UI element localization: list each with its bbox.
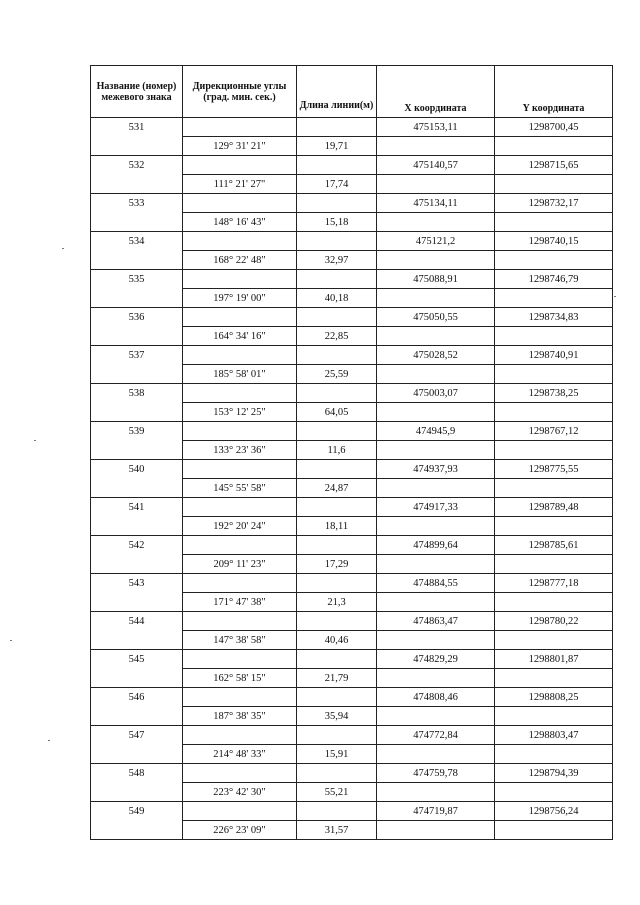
empty-cell xyxy=(495,593,613,612)
point-y: 1298734,83 xyxy=(495,308,613,327)
empty-cell xyxy=(297,802,377,821)
point-name: 541 xyxy=(91,498,183,517)
table-row xyxy=(91,232,613,251)
table-row xyxy=(91,783,613,802)
scan-speck xyxy=(34,440,36,441)
point-x: 474884,55 xyxy=(377,574,495,593)
point-x: 475121,2 xyxy=(377,232,495,251)
point-y: 1298715,65 xyxy=(495,156,613,175)
table-row xyxy=(91,821,613,840)
empty-cell xyxy=(91,517,183,536)
empty-cell xyxy=(377,403,495,422)
line-angle: 153° 12' 25" xyxy=(183,403,297,422)
table-row xyxy=(91,479,613,498)
point-x: 474772,84 xyxy=(377,726,495,745)
point-name: 545 xyxy=(91,650,183,669)
empty-cell xyxy=(183,308,297,327)
empty-cell xyxy=(377,593,495,612)
empty-cell xyxy=(183,574,297,593)
empty-cell xyxy=(183,612,297,631)
line-angle: 226° 23' 09" xyxy=(183,821,297,840)
table-row xyxy=(91,631,613,650)
point-name: 533 xyxy=(91,194,183,213)
empty-cell xyxy=(91,137,183,156)
empty-cell xyxy=(91,327,183,346)
point-y: 1298777,18 xyxy=(495,574,613,593)
table-row xyxy=(91,707,613,726)
empty-cell xyxy=(91,593,183,612)
point-y: 1298700,45 xyxy=(495,118,613,137)
point-y: 1298780,22 xyxy=(495,612,613,631)
empty-cell xyxy=(91,175,183,194)
line-length: 19,71 xyxy=(297,137,377,156)
table-row xyxy=(91,365,613,384)
point-name: 537 xyxy=(91,346,183,365)
point-name: 534 xyxy=(91,232,183,251)
point-x: 475140,57 xyxy=(377,156,495,175)
empty-cell xyxy=(377,479,495,498)
point-x: 474808,46 xyxy=(377,688,495,707)
empty-cell xyxy=(495,555,613,574)
empty-cell xyxy=(91,213,183,232)
empty-cell xyxy=(183,650,297,669)
point-y: 1298740,91 xyxy=(495,346,613,365)
empty-cell xyxy=(377,365,495,384)
point-x: 474829,29 xyxy=(377,650,495,669)
table-row xyxy=(91,194,613,213)
point-x: 474945,9 xyxy=(377,422,495,441)
empty-cell xyxy=(183,384,297,403)
empty-cell xyxy=(91,365,183,384)
empty-cell xyxy=(377,327,495,346)
empty-cell xyxy=(183,194,297,213)
empty-cell xyxy=(377,631,495,650)
empty-cell xyxy=(495,479,613,498)
point-y: 1298801,87 xyxy=(495,650,613,669)
line-length: 25,59 xyxy=(297,365,377,384)
empty-cell xyxy=(297,384,377,403)
empty-cell xyxy=(91,631,183,650)
empty-cell xyxy=(297,460,377,479)
point-x: 475003,07 xyxy=(377,384,495,403)
empty-cell xyxy=(297,156,377,175)
empty-cell xyxy=(91,479,183,498)
line-angle: 129° 31' 21" xyxy=(183,137,297,156)
table-row xyxy=(91,137,613,156)
empty-cell xyxy=(495,441,613,460)
empty-cell xyxy=(183,422,297,441)
scan-speck xyxy=(614,296,616,297)
empty-cell xyxy=(377,175,495,194)
table-row xyxy=(91,669,613,688)
line-angle: 192° 20' 24" xyxy=(183,517,297,536)
line-angle: 187° 38' 35" xyxy=(183,707,297,726)
empty-cell xyxy=(377,707,495,726)
point-y: 1298756,24 xyxy=(495,802,613,821)
line-length: 31,57 xyxy=(297,821,377,840)
line-length: 22,85 xyxy=(297,327,377,346)
table-row xyxy=(91,555,613,574)
empty-cell xyxy=(297,346,377,365)
point-y: 1298746,79 xyxy=(495,270,613,289)
header-length: Длина линии(м) xyxy=(297,66,377,118)
point-y: 1298803,47 xyxy=(495,726,613,745)
point-x: 475050,55 xyxy=(377,308,495,327)
line-angle: 111° 21' 27" xyxy=(183,175,297,194)
empty-cell xyxy=(91,669,183,688)
line-angle: 133° 23' 36" xyxy=(183,441,297,460)
point-y: 1298732,17 xyxy=(495,194,613,213)
empty-cell xyxy=(377,783,495,802)
line-angle: 223° 42' 30" xyxy=(183,783,297,802)
point-x: 474917,33 xyxy=(377,498,495,517)
empty-cell xyxy=(91,403,183,422)
empty-cell xyxy=(377,821,495,840)
line-length: 15,18 xyxy=(297,213,377,232)
empty-cell xyxy=(377,137,495,156)
empty-cell xyxy=(297,232,377,251)
line-length: 17,74 xyxy=(297,175,377,194)
point-name: 542 xyxy=(91,536,183,555)
line-length: 11,6 xyxy=(297,441,377,460)
empty-cell xyxy=(183,726,297,745)
scan-speck xyxy=(48,740,50,741)
table-row xyxy=(91,289,613,308)
line-length: 35,94 xyxy=(297,707,377,726)
empty-cell xyxy=(297,536,377,555)
point-y: 1298785,61 xyxy=(495,536,613,555)
line-angle: 197° 19' 00" xyxy=(183,289,297,308)
empty-cell xyxy=(495,707,613,726)
table-header-row xyxy=(91,66,613,118)
empty-cell xyxy=(495,213,613,232)
table-row xyxy=(91,536,613,555)
empty-cell xyxy=(297,422,377,441)
empty-cell xyxy=(297,688,377,707)
empty-cell xyxy=(377,669,495,688)
empty-cell xyxy=(495,327,613,346)
line-angle: 171° 47' 38" xyxy=(183,593,297,612)
empty-cell xyxy=(183,802,297,821)
table-row xyxy=(91,422,613,441)
point-name: 548 xyxy=(91,764,183,783)
empty-cell xyxy=(91,441,183,460)
table-row xyxy=(91,118,613,137)
point-name: 543 xyxy=(91,574,183,593)
empty-cell xyxy=(495,669,613,688)
empty-cell xyxy=(91,745,183,764)
empty-cell xyxy=(91,251,183,270)
point-x: 474759,78 xyxy=(377,764,495,783)
coordinates-table xyxy=(90,65,613,840)
line-length: 64,05 xyxy=(297,403,377,422)
header-name: Название (номер) межевого знака xyxy=(91,66,183,118)
empty-cell xyxy=(183,232,297,251)
empty-cell xyxy=(183,346,297,365)
empty-cell xyxy=(495,289,613,308)
empty-cell xyxy=(297,726,377,745)
table-row xyxy=(91,156,613,175)
point-x: 474863,47 xyxy=(377,612,495,631)
empty-cell xyxy=(377,213,495,232)
scan-speck xyxy=(62,248,64,249)
point-x: 474899,64 xyxy=(377,536,495,555)
empty-cell xyxy=(495,175,613,194)
line-length: 18,11 xyxy=(297,517,377,536)
point-x: 474719,87 xyxy=(377,802,495,821)
point-name: 549 xyxy=(91,802,183,821)
table-row xyxy=(91,308,613,327)
empty-cell xyxy=(297,308,377,327)
point-x: 475134,11 xyxy=(377,194,495,213)
empty-cell xyxy=(183,536,297,555)
empty-cell xyxy=(91,555,183,574)
table-row xyxy=(91,270,613,289)
table-row xyxy=(91,327,613,346)
table-row xyxy=(91,650,613,669)
empty-cell xyxy=(91,821,183,840)
empty-cell xyxy=(297,574,377,593)
table-row xyxy=(91,764,613,783)
line-angle: 162° 58' 15" xyxy=(183,669,297,688)
line-angle: 145° 55' 58" xyxy=(183,479,297,498)
table-row xyxy=(91,745,613,764)
empty-cell xyxy=(495,631,613,650)
table-row xyxy=(91,517,613,536)
empty-cell xyxy=(91,707,183,726)
table-row xyxy=(91,346,613,365)
table-row xyxy=(91,688,613,707)
point-y: 1298767,12 xyxy=(495,422,613,441)
line-angle: 185° 58' 01" xyxy=(183,365,297,384)
empty-cell xyxy=(297,764,377,783)
table-row xyxy=(91,251,613,270)
empty-cell xyxy=(377,745,495,764)
point-y: 1298775,55 xyxy=(495,460,613,479)
line-length: 40,46 xyxy=(297,631,377,650)
empty-cell xyxy=(297,118,377,137)
table-row xyxy=(91,460,613,479)
empty-cell xyxy=(495,783,613,802)
empty-cell xyxy=(183,688,297,707)
header-x: X координата xyxy=(377,66,495,118)
point-x: 475153,11 xyxy=(377,118,495,137)
empty-cell xyxy=(495,251,613,270)
table-row xyxy=(91,498,613,517)
empty-cell xyxy=(297,498,377,517)
line-length: 24,87 xyxy=(297,479,377,498)
point-name: 547 xyxy=(91,726,183,745)
line-angle: 214° 48' 33" xyxy=(183,745,297,764)
line-angle: 209° 11' 23" xyxy=(183,555,297,574)
empty-cell xyxy=(495,821,613,840)
point-x: 474937,93 xyxy=(377,460,495,479)
line-angle: 148° 16' 43" xyxy=(183,213,297,232)
point-y: 1298808,25 xyxy=(495,688,613,707)
point-x: 475088,91 xyxy=(377,270,495,289)
table-row xyxy=(91,612,613,631)
table-body xyxy=(91,118,613,840)
line-length: 55,21 xyxy=(297,783,377,802)
empty-cell xyxy=(183,460,297,479)
point-name: 540 xyxy=(91,460,183,479)
line-angle: 147° 38' 58" xyxy=(183,631,297,650)
point-name: 536 xyxy=(91,308,183,327)
empty-cell xyxy=(297,612,377,631)
line-length: 17,29 xyxy=(297,555,377,574)
point-name: 546 xyxy=(91,688,183,707)
empty-cell xyxy=(91,783,183,802)
empty-cell xyxy=(183,118,297,137)
empty-cell xyxy=(495,745,613,764)
table-row xyxy=(91,213,613,232)
empty-cell xyxy=(377,517,495,536)
line-length: 21,3 xyxy=(297,593,377,612)
point-name: 544 xyxy=(91,612,183,631)
scan-speck xyxy=(10,640,12,641)
table-row xyxy=(91,384,613,403)
header-angles: Дирекционные углы (град. мин. сек.) xyxy=(183,66,297,118)
line-length: 40,18 xyxy=(297,289,377,308)
table-row xyxy=(91,175,613,194)
line-length: 15,91 xyxy=(297,745,377,764)
table-row xyxy=(91,574,613,593)
table-row xyxy=(91,593,613,612)
empty-cell xyxy=(495,517,613,536)
point-name: 538 xyxy=(91,384,183,403)
empty-cell xyxy=(495,365,613,384)
empty-cell xyxy=(495,137,613,156)
line-length: 32,97 xyxy=(297,251,377,270)
empty-cell xyxy=(183,270,297,289)
empty-cell xyxy=(495,403,613,422)
point-name: 539 xyxy=(91,422,183,441)
table-row xyxy=(91,403,613,422)
point-y: 1298789,48 xyxy=(495,498,613,517)
point-y: 1298740,15 xyxy=(495,232,613,251)
table-row xyxy=(91,802,613,821)
line-length: 21,79 xyxy=(297,669,377,688)
empty-cell xyxy=(297,270,377,289)
point-y: 1298794,39 xyxy=(495,764,613,783)
empty-cell xyxy=(183,498,297,517)
empty-cell xyxy=(183,156,297,175)
empty-cell xyxy=(377,289,495,308)
header-y: Y координата xyxy=(495,66,613,118)
point-name: 535 xyxy=(91,270,183,289)
line-angle: 164° 34' 16" xyxy=(183,327,297,346)
point-y: 1298738,25 xyxy=(495,384,613,403)
table-row xyxy=(91,726,613,745)
point-name: 532 xyxy=(91,156,183,175)
empty-cell xyxy=(91,289,183,308)
empty-cell xyxy=(297,194,377,213)
table-row xyxy=(91,441,613,460)
empty-cell xyxy=(377,251,495,270)
empty-cell xyxy=(297,650,377,669)
empty-cell xyxy=(377,441,495,460)
empty-cell xyxy=(377,555,495,574)
point-x: 475028,52 xyxy=(377,346,495,365)
empty-cell xyxy=(183,764,297,783)
point-name: 531 xyxy=(91,118,183,137)
line-angle: 168° 22' 48" xyxy=(183,251,297,270)
